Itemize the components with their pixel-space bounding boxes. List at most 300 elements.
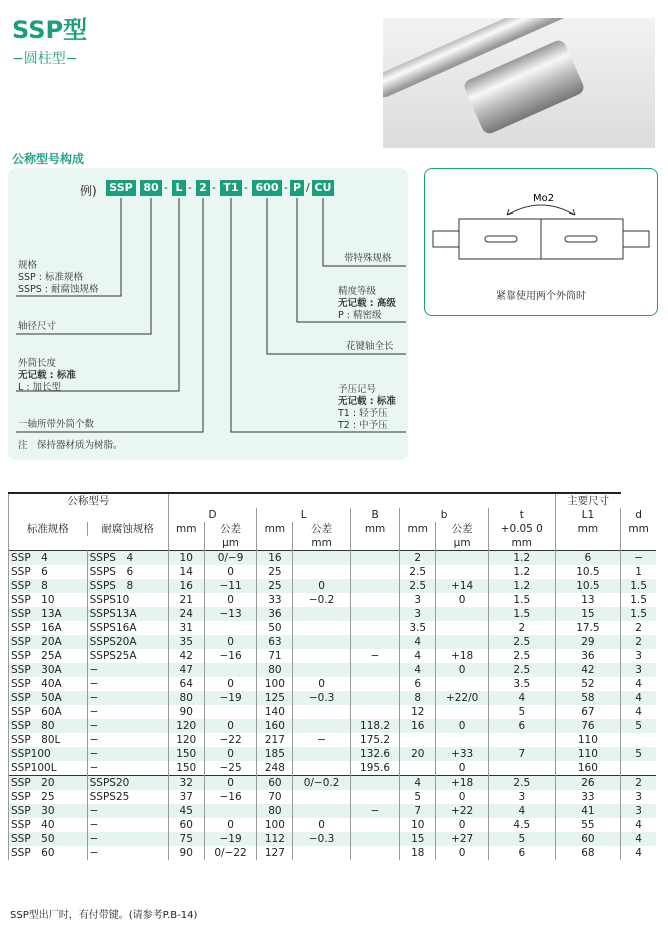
table-cell: mm (555, 522, 621, 536)
table-cell (400, 536, 436, 551)
table-cell (436, 565, 489, 579)
table-cell: 2.5 (400, 565, 436, 579)
table-cell (204, 705, 257, 719)
table-row (9, 846, 657, 860)
table-cell (350, 565, 399, 579)
table-cell (9, 536, 169, 551)
table-cell (293, 719, 350, 733)
code-cu: CU (312, 180, 334, 196)
table-row (9, 635, 657, 649)
table-cell (204, 621, 257, 635)
code-2: 2 (196, 180, 210, 196)
table-cell: 2 (621, 621, 656, 635)
table-cell: 42 (555, 663, 621, 677)
table-cell: 1.2 (488, 551, 555, 566)
table-cell: 36 (257, 607, 293, 621)
table-cell: 4.5 (488, 818, 555, 832)
table-cell: 150 (168, 747, 204, 761)
table-cell: 5 (488, 832, 555, 846)
table-cell: 36 (555, 649, 621, 663)
table-cell: 16 (168, 579, 204, 593)
table-cell: 25 (257, 579, 293, 593)
code-80: 80 (140, 180, 162, 196)
table-cell: SSP 40 (9, 818, 88, 832)
table-cell: SSP 25A (9, 649, 88, 663)
table-cell: − (621, 551, 656, 566)
table-cell: SSP100 (9, 747, 88, 761)
table-cell: t (488, 508, 555, 522)
table-row (9, 747, 657, 761)
table-cell: 1.2 (488, 565, 555, 579)
table-cell: 4 (400, 663, 436, 677)
table-cell: SSPS25 (87, 790, 168, 804)
table-cell: 6 (488, 846, 555, 860)
table-cell: mm (400, 522, 436, 536)
table-cell: 3 (488, 790, 555, 804)
table-cell: 4 (621, 705, 656, 719)
table-row (9, 790, 657, 804)
table-row (9, 565, 657, 579)
table-cell (400, 733, 436, 747)
table-cell (350, 607, 399, 621)
table-cell (350, 579, 399, 593)
table-cell (350, 790, 399, 804)
table-cell (621, 536, 656, 551)
table-cell: 10 (400, 818, 436, 832)
table-cell: 5 (621, 719, 656, 733)
table-cell: 公差 (436, 522, 489, 536)
table-cell: 3.5 (400, 621, 436, 635)
table-cell: 公称型号 (9, 493, 169, 508)
table-cell (621, 761, 656, 776)
table-cell: SSPS 6 (87, 565, 168, 579)
table-cell: mm (621, 522, 656, 536)
table-cell: 185 (257, 747, 293, 761)
table-cell (436, 607, 489, 621)
table-cell: 120 (168, 719, 204, 733)
footnote: SSP型出厂时，有付带键。(请参考P.B-14) (10, 910, 198, 921)
table-cell: −0.2 (293, 593, 350, 607)
table-cell: 26 (555, 776, 621, 791)
table-cell: SSP 6 (9, 565, 88, 579)
table-row (9, 607, 657, 621)
table-cell: 29 (555, 635, 621, 649)
table-cell: 0 (293, 579, 350, 593)
table-cell (293, 649, 350, 663)
table-cell: SSP 8 (9, 579, 88, 593)
table-cell: SSPS 4 (87, 551, 168, 566)
table-cell (293, 635, 350, 649)
table-cell: 31 (168, 621, 204, 635)
table-cell: 0 (204, 593, 257, 607)
table-cell: 标准规格 (9, 522, 88, 536)
table-cell: 71 (257, 649, 293, 663)
table-cell: − (350, 649, 399, 663)
table-cell: 248 (257, 761, 293, 776)
table-cell: − (87, 719, 168, 733)
table-cell: D (168, 508, 257, 522)
sep-2: - (188, 181, 192, 194)
table-cell: 58 (555, 691, 621, 705)
table-cell: 127 (257, 846, 293, 860)
table-cell: 195.6 (350, 761, 399, 776)
table-cell: 120 (168, 733, 204, 747)
table-cell (436, 677, 489, 691)
table-cell: +18 (436, 776, 489, 791)
table-cell: 3 (400, 593, 436, 607)
label-outer-count: 一轴所带外筒个数 (18, 419, 95, 430)
table-cell: −16 (204, 790, 257, 804)
table-cell: − (87, 677, 168, 691)
table-cell: +18 (436, 649, 489, 663)
table-row (9, 818, 657, 832)
table-cell: 80 (168, 691, 204, 705)
table-cell: 10 (168, 551, 204, 566)
label-spline-len: 花键轴全长 (346, 341, 394, 352)
table-cell: 3 (621, 804, 656, 818)
table-cell: 3 (621, 790, 656, 804)
table-cell: 2.5 (488, 776, 555, 791)
table-cell: 2 (621, 776, 656, 791)
table-cell (350, 621, 399, 635)
table-row (9, 832, 657, 846)
table-cell: 耐腐蚀规格 (87, 522, 168, 536)
table-cell: 2.5 (488, 649, 555, 663)
table-cell: 0 (204, 719, 257, 733)
table-cell: 0 (436, 593, 489, 607)
table-cell: 2 (400, 551, 436, 566)
table-cell: SSP 80 (9, 719, 88, 733)
table-cell: 1 (621, 565, 656, 579)
table-cell: SSPS10 (87, 593, 168, 607)
table-cell: SSP 50 (9, 832, 88, 846)
table-cell: μm (204, 536, 257, 551)
code-p: P (290, 180, 304, 196)
table-cell (488, 733, 555, 747)
table-cell: SSP100L (9, 761, 88, 776)
table-cell: 100 (257, 677, 293, 691)
table-cell: 2.5 (488, 663, 555, 677)
table-cell (350, 818, 399, 832)
spec-table (8, 492, 656, 860)
table-cell: 25 (257, 565, 293, 579)
table-cell: 80 (257, 804, 293, 818)
table-cell (350, 846, 399, 860)
table-cell (293, 804, 350, 818)
table-cell: 4 (488, 691, 555, 705)
table-cell: +22/0 (436, 691, 489, 705)
table-row (9, 705, 657, 719)
table-cell: 68 (555, 846, 621, 860)
table-cell: 160 (555, 761, 621, 776)
table-cell: +22 (436, 804, 489, 818)
page-subtitle: −圆柱型− (12, 51, 78, 67)
table-cell: 6 (488, 719, 555, 733)
table-cell: 175.2 (350, 733, 399, 747)
table-cell: − (87, 846, 168, 860)
table-cell: 4 (400, 635, 436, 649)
table-cell (436, 621, 489, 635)
table-cell: 0 (293, 818, 350, 832)
table-row (9, 663, 657, 677)
sep-1: - (164, 181, 168, 194)
table-cell: 60 (168, 818, 204, 832)
table-cell: 125 (257, 691, 293, 705)
table-cell: SSP 40A (9, 677, 88, 691)
table-cell (436, 551, 489, 566)
table-cell: 90 (168, 846, 204, 860)
table-cell: 160 (257, 719, 293, 733)
table-cell: 0 (204, 565, 257, 579)
table-cell: 1.5 (488, 593, 555, 607)
table-cell: 6 (400, 677, 436, 691)
table-cell: 0 (204, 635, 257, 649)
table-cell: 5 (488, 705, 555, 719)
table-cell (293, 705, 350, 719)
table-cell: 0 (436, 790, 489, 804)
table-cell: B (350, 508, 399, 522)
table-cell: −0.3 (293, 832, 350, 846)
table-cell: 3 (621, 649, 656, 663)
sep-5: - (284, 181, 288, 194)
sep-4: - (244, 181, 248, 194)
code-l: L (172, 180, 186, 196)
table-cell: 4 (621, 846, 656, 860)
table-cell: mm (168, 522, 204, 536)
table-cell: SSP 16A (9, 621, 88, 635)
table-row (9, 804, 657, 818)
table-cell: 1.2 (488, 579, 555, 593)
table-cell (400, 761, 436, 776)
table-cell: −25 (204, 761, 257, 776)
table-cell: SSP 50A (9, 691, 88, 705)
table-cell: SSP 25 (9, 790, 88, 804)
table-cell: 15 (555, 607, 621, 621)
table-cell (350, 663, 399, 677)
moment-label: Mo2 (533, 193, 555, 204)
table-cell: −19 (204, 691, 257, 705)
section-title: 公称型号构成 (12, 152, 85, 166)
table-cell: −22 (204, 733, 257, 747)
table-cell: 217 (257, 733, 293, 747)
table-cell: − (293, 733, 350, 747)
table-cell: 14 (168, 565, 204, 579)
label-accuracy: 精度等级 无记载 : 高级 P : 精密级 (338, 286, 396, 321)
table-cell: 37 (168, 790, 204, 804)
table-cell (621, 733, 656, 747)
table-cell: −13 (204, 607, 257, 621)
table-cell: 0 (204, 677, 257, 691)
table-cell: 0 (204, 776, 257, 791)
table-cell: mm (293, 536, 350, 551)
label-special: 带特殊规格 (344, 253, 392, 264)
table-cell: 10.5 (555, 565, 621, 579)
table-row (9, 579, 657, 593)
table-cell: 60 (257, 776, 293, 791)
table-cell: +33 (436, 747, 489, 761)
table-cell (293, 790, 350, 804)
table-cell: 110 (555, 733, 621, 747)
code-ssp: SSP (106, 180, 136, 196)
table-cell: 0 (436, 719, 489, 733)
table-cell (9, 508, 169, 522)
table-cell: 10.5 (555, 579, 621, 593)
table-cell: 公差 (293, 522, 350, 536)
table-cell (350, 593, 399, 607)
table-cell: 50 (257, 621, 293, 635)
table-cell: L1 (555, 508, 621, 522)
table-cell: 主要尺寸 (555, 493, 621, 508)
table-cell: mm (350, 522, 399, 536)
code-t1: T1 (220, 180, 242, 196)
table-cell: SSP 10 (9, 593, 88, 607)
table-cell: − (87, 832, 168, 846)
table-cell: SSP 20A (9, 635, 88, 649)
table-cell: b (400, 508, 489, 522)
table-cell: 1.5 (621, 607, 656, 621)
sep-slash: / (306, 181, 310, 194)
table-cell: SSP 30A (9, 663, 88, 677)
table-row (9, 677, 657, 691)
table-cell: 0 (436, 663, 489, 677)
table-cell: − (87, 818, 168, 832)
table-cell (293, 846, 350, 860)
table-cell: 4 (621, 677, 656, 691)
table-cell: 3.5 (488, 677, 555, 691)
moment-diagram (424, 168, 658, 316)
table-cell: 2.5 (400, 579, 436, 593)
table-cell: 16 (257, 551, 293, 566)
table-cell: 4 (621, 818, 656, 832)
table-row (9, 691, 657, 705)
table-cell: 2 (488, 621, 555, 635)
table-cell: 8 (400, 691, 436, 705)
table-cell: 16 (400, 719, 436, 733)
table-cell: 132.6 (350, 747, 399, 761)
twin-nut-drawing (425, 169, 657, 281)
table-cell: 4 (400, 776, 436, 791)
table-cell: 0/−9 (204, 551, 257, 566)
table-cell (204, 804, 257, 818)
table-cell: 100 (257, 818, 293, 832)
table-cell: +27 (436, 832, 489, 846)
table-cell: − (87, 747, 168, 761)
table-cell: SSPS20A (87, 635, 168, 649)
table-cell: 41 (555, 804, 621, 818)
table-cell: 12 (400, 705, 436, 719)
table-cell: − (87, 733, 168, 747)
table-cell (257, 536, 293, 551)
table-cell: − (87, 804, 168, 818)
table-cell: 1.5 (488, 607, 555, 621)
table-cell: L (257, 508, 350, 522)
table-cell: SSP 30 (9, 804, 88, 818)
table-cell: 0/−22 (204, 846, 257, 860)
table-cell (293, 663, 350, 677)
table-cell: 70 (257, 790, 293, 804)
table-cell: 90 (168, 705, 204, 719)
table-row (9, 761, 657, 776)
table-cell: 4 (488, 804, 555, 818)
table-cell (555, 536, 621, 551)
table-cell: 20 (400, 747, 436, 761)
table-cell: 5 (400, 790, 436, 804)
table-cell: 35 (168, 635, 204, 649)
table-cell: 21 (168, 593, 204, 607)
code-600: 600 (252, 180, 282, 196)
table-cell: SSPS16A (87, 621, 168, 635)
table-cell (293, 761, 350, 776)
table-cell: 80 (257, 663, 293, 677)
table-cell (436, 733, 489, 747)
table-cell: 32 (168, 776, 204, 791)
label-preload: 予压记号 无记载 : 标准 T1 : 轻予压 T2 : 中予压 (338, 384, 396, 431)
table-cell: 18 (400, 846, 436, 860)
diagram-caption: 紧靠使用两个外筒时 (496, 291, 586, 302)
table-cell (350, 832, 399, 846)
table-cell: 3 (621, 663, 656, 677)
table-cell: SSPS 8 (87, 579, 168, 593)
table-cell (204, 663, 257, 677)
table-cell: 76 (555, 719, 621, 733)
table-cell: 0 (436, 818, 489, 832)
table-cell: 0 (436, 846, 489, 860)
table-cell: 1.5 (621, 593, 656, 607)
table-cell: SSP 4 (9, 551, 88, 566)
label-outer-len: 外筒长度 无记载 : 标准 L : 加长型 (18, 358, 76, 393)
table-cell: μm (436, 536, 489, 551)
table-cell: −16 (204, 649, 257, 663)
table-cell: − (87, 761, 168, 776)
table-cell (168, 536, 204, 551)
table-cell (436, 705, 489, 719)
table-cell: − (87, 705, 168, 719)
table-cell: 0/−0.2 (293, 776, 350, 791)
table-cell: SSP 20 (9, 776, 88, 791)
page-title: SSP型 (12, 16, 88, 44)
table-cell: 3 (400, 607, 436, 621)
table-cell (350, 536, 399, 551)
table-cell: 33 (555, 790, 621, 804)
table-cell: 13 (555, 593, 621, 607)
table-cell: 1.5 (621, 579, 656, 593)
table-cell: mm (488, 536, 555, 551)
table-cell: −11 (204, 579, 257, 593)
table-cell: − (350, 804, 399, 818)
table-cell: 4 (400, 649, 436, 663)
table-cell: 5 (621, 747, 656, 761)
table-cell: 110 (555, 747, 621, 761)
table-cell: d (621, 508, 656, 522)
table-cell: 67 (555, 705, 621, 719)
table-cell (293, 551, 350, 566)
table-cell: −0.3 (293, 691, 350, 705)
table-cell: − (87, 691, 168, 705)
table-row (9, 719, 657, 733)
table-cell (350, 677, 399, 691)
table-cell (488, 761, 555, 776)
table-cell: +14 (436, 579, 489, 593)
table-cell: 4 (621, 832, 656, 846)
table-cell (293, 621, 350, 635)
sep-3: - (212, 181, 216, 194)
table-row (9, 776, 657, 791)
table-cell: 2.5 (488, 635, 555, 649)
table-cell: 42 (168, 649, 204, 663)
table-cell: 15 (400, 832, 436, 846)
table-row (9, 733, 657, 747)
table-cell: 112 (257, 832, 293, 846)
